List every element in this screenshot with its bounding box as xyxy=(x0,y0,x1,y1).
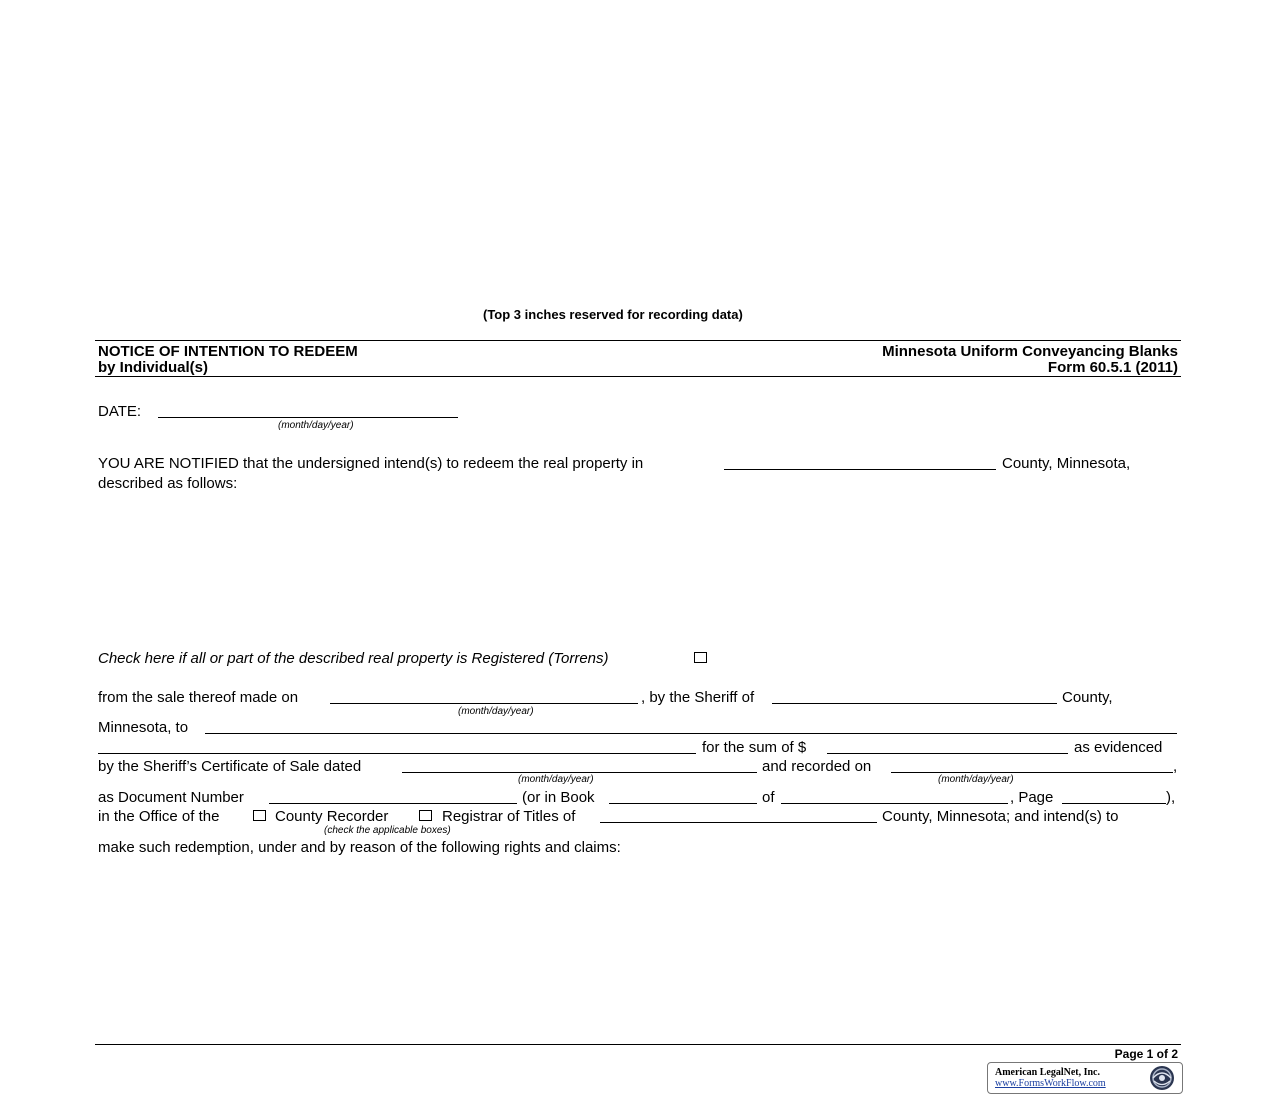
sheriff-of-label: , by the Sheriff of xyxy=(641,689,755,706)
page-field[interactable] xyxy=(1062,803,1166,804)
date-hint: (month/day/year) xyxy=(278,420,354,431)
of-field[interactable] xyxy=(781,803,1008,804)
county-label-1: County, xyxy=(1062,689,1113,706)
torrens-label: Check here if all or part of the described real property is Registered (Torrens) xyxy=(98,650,609,667)
sum-label: for the sum of $ xyxy=(702,739,807,756)
page-number: Page 1 of 2 xyxy=(1114,1047,1178,1061)
recorded-comma: , xyxy=(1173,758,1178,775)
purchaser-field-continued[interactable] xyxy=(98,753,696,754)
certificate-label: by the Sheriff’s Certificate of Sale dated xyxy=(98,758,362,775)
footer-rule xyxy=(95,1044,1181,1045)
county-recorder-label: County Recorder xyxy=(275,808,389,825)
header-bottom-rule xyxy=(95,376,1181,377)
sale-date-hint: (month/day/year) xyxy=(458,706,534,717)
registrar-checkbox[interactable] xyxy=(419,810,432,821)
publisher-logo[interactable] xyxy=(987,1062,1183,1094)
sale-date-label: from the sale thereof made on xyxy=(98,689,299,706)
redemption-label: make such redemption, under and by reason of the following rights and claims: xyxy=(98,839,621,856)
document-number-label: as Document Number xyxy=(98,789,244,806)
reserved-note: (Top 3 inches reserved for recording data) xyxy=(483,307,743,322)
county-field[interactable] xyxy=(724,469,996,470)
document-number-field[interactable] xyxy=(269,803,517,804)
form-number: Form 60.5.1 (2011) xyxy=(1047,359,1178,376)
globe-icon xyxy=(1144,1064,1180,1092)
boxes-hint: (check the applicable boxes) xyxy=(324,825,451,836)
purchaser-field[interactable] xyxy=(205,733,1177,734)
registrar-label: Registrar of Titles of xyxy=(442,808,576,825)
certificate-date-field[interactable] xyxy=(402,772,757,773)
notice-county-label: County, Minnesota, xyxy=(1002,455,1131,472)
sale-date-field[interactable] xyxy=(330,703,638,704)
county-recorder-checkbox[interactable] xyxy=(253,810,266,821)
minnesota-to-label: Minnesota, to xyxy=(98,719,189,736)
form-subtitle: by Individual(s) xyxy=(98,359,209,376)
recorded-date-field[interactable] xyxy=(891,772,1173,773)
recorded-on-label: and recorded on xyxy=(762,758,872,775)
sum-field[interactable] xyxy=(827,753,1068,754)
notice-line2: described as follows: xyxy=(98,475,238,492)
header-top-rule xyxy=(95,340,1181,341)
page-label: , Page xyxy=(1010,789,1054,806)
notice-line1: YOU ARE NOTIFIED that the undersigned intend(s) to redeem the real property in xyxy=(98,455,644,472)
logo-url[interactable]: www.FormsWorkFlow.com xyxy=(995,1078,1106,1089)
sheriff-county-field[interactable] xyxy=(772,703,1057,704)
date-label: DATE: xyxy=(98,403,142,420)
county-minnesota-label: County, Minnesota; and intend(s) to xyxy=(882,808,1119,825)
as-evidenced-label: as evidenced xyxy=(1074,739,1163,756)
recorded-date-hint: (month/day/year) xyxy=(938,774,1014,785)
publisher-name: Minnesota Uniform Conveyancing Blanks xyxy=(882,343,1178,360)
date-field[interactable] xyxy=(158,417,458,418)
torrens-checkbox[interactable] xyxy=(694,652,707,663)
logo-company: American LegalNet, Inc. xyxy=(995,1067,1100,1078)
of-label: of xyxy=(762,789,775,806)
book-field[interactable] xyxy=(609,803,757,804)
book-label: (or in Book xyxy=(522,789,595,806)
form-title: NOTICE OF INTENTION TO REDEEM xyxy=(98,343,358,360)
office-label: in the Office of the xyxy=(98,808,220,825)
certificate-date-hint: (month/day/year) xyxy=(518,774,594,785)
registrar-county-field[interactable] xyxy=(600,822,877,823)
close-paren: ), xyxy=(1166,789,1176,806)
